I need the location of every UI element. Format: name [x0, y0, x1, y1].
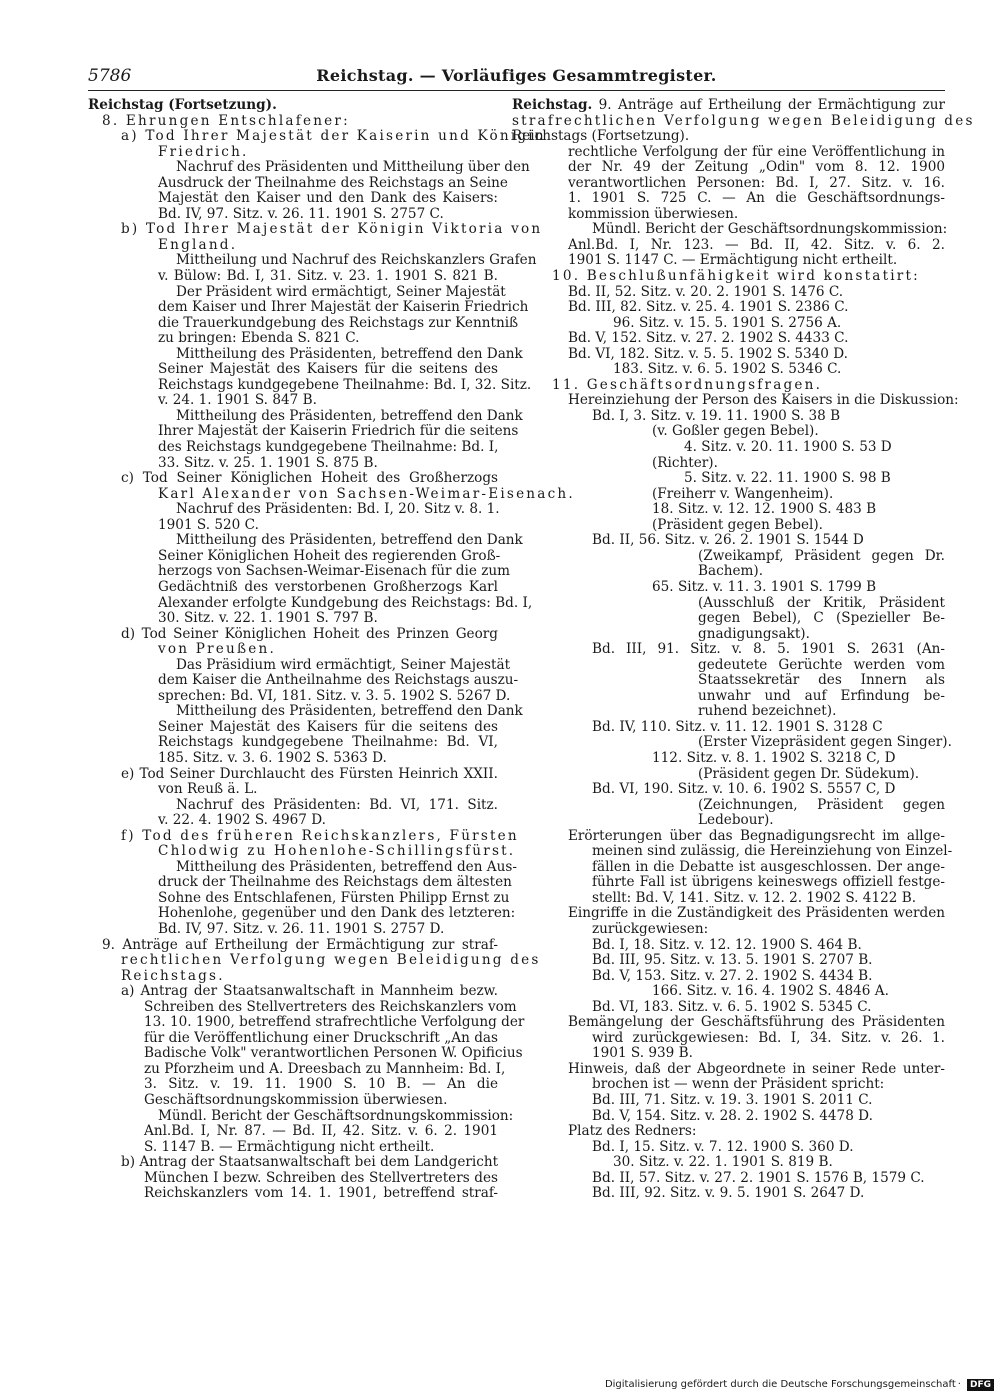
text-line: des Reichstags kundgegebene Theilnahme: Bd. I,	[158, 439, 499, 456]
text-line: v. 22. 4. 1902 S. 4967 D.	[158, 812, 326, 829]
text-line: Platz des Redners:	[568, 1123, 697, 1140]
text-line: Schreiben des Stellvertreters des Reichskanzlers vom	[144, 998, 517, 1015]
text-line: Seiner Majestät des Kaisers für die seitens des	[158, 718, 498, 735]
text-line: 13. 10. 1900, betreffend strafrechtliche Verfolgung der	[144, 1014, 525, 1031]
text-line: Anl.Bd. I, Nr. 87. — Bd. II, 42. Sitz. v. 6. 2. 1901	[144, 1123, 498, 1140]
text-line: Reichstags (Fortsetzung).	[512, 128, 690, 145]
text-line: 185. Sitz. v. 3. 6. 1902 S. 5363 D.	[158, 749, 387, 766]
text-line: Mittheilung des Präsidenten, betreffend den Dank	[176, 345, 523, 362]
text-line: strafrechtlichen Verfolgung wegen Beleidigung des	[512, 112, 975, 129]
text-line: Hereinziehung der Person des Kaisers in die Diskussion:	[568, 392, 959, 409]
text-line: c) Tod Seiner Königlichen Hoheit des Großherzogs	[121, 470, 498, 487]
text-line: die Trauerkundgebung des Reichstags zur Kenntniß	[158, 314, 519, 331]
text-line: Bd. III, 92. Sitz. v. 9. 5. 1901 S. 2647 D.	[592, 1185, 865, 1202]
text-line: v. Bülow: Bd. I, 31. Sitz. v. 23. 1. 1901 S. 821 B.	[158, 268, 498, 285]
text-line: v. 24. 1. 1901 S. 847 B.	[158, 392, 317, 409]
text-line: 33. Sitz. v. 25. 1. 1901 S. 875 B.	[158, 454, 378, 471]
text-line: von Reuß ä. L.	[158, 781, 258, 798]
text-line: England.	[158, 236, 238, 253]
text-line: (Richter).	[652, 454, 718, 471]
text-line: Ledebour).	[698, 812, 774, 829]
text-line: Bd. III, 91. Sitz. v. 8. 5. 1901 S. 2631 (An-	[592, 641, 945, 658]
digitization-footer	[600, 1378, 994, 1392]
text-line: Der Präsident wird ermächtigt, Seiner Majestät	[176, 283, 506, 300]
dot-icon: ·	[957, 1379, 961, 1390]
text-line: 1901 S. 1147 C. — Ermächtigung nicht ertheilt.	[568, 252, 898, 269]
text-line: Anl.Bd. I, Nr. 123. — Bd. II, 42. Sitz. v. 6. 2.	[568, 236, 945, 253]
text-line: herzogs von Sachsen-Weimar-Eisenach für die zum	[158, 563, 511, 580]
text-line: Mündl. Bericht der Geschäftsordnungskommission:	[158, 1107, 514, 1124]
text-line: d) Tod Seiner Königlichen Hoheit des Prinzen Georg	[121, 625, 498, 642]
text-line: Bd. III, 95. Sitz. v. 13. 5. 1901 S. 2707 B.	[592, 952, 873, 969]
text-line: 11. Geschäftsordnungsfragen.	[552, 376, 823, 393]
text-line: (Erster Vizepräsident gegen Singer).	[698, 734, 952, 751]
text-line: gedeutete Gerüchte werden vom	[698, 656, 945, 673]
text-line: Mittheilung des Präsidenten, betreffend den Aus-	[176, 858, 517, 875]
text-line: Mittheilung des Präsidenten, betreffend den Dank	[176, 407, 523, 424]
left-column	[88, 97, 575, 1202]
text-line: 8. Ehrungen Entschlafener:	[102, 112, 350, 129]
text-line: Bd. V, 153. Sitz. v. 27. 2. 1902 S. 4434 B.	[592, 967, 873, 984]
text-line: Reichstags kundgegebene Theilnahme: Bd. VI,	[158, 734, 498, 751]
text-line: ruhend bezeichnet).	[698, 703, 837, 720]
text-line: Bd. II, 56. Sitz. v. 26. 2. 1901 S. 1544 D	[592, 532, 864, 549]
text-line: brochen ist — wenn der Präsident spricht:	[592, 1076, 885, 1093]
page-header	[88, 64, 945, 91]
text-line: 65. Sitz. v. 11. 3. 1901 S. 1799 B	[652, 578, 877, 595]
text-line: b) Antrag der Staatsanwaltschaft bei dem Landgericht	[121, 1154, 499, 1171]
text-line: Mittheilung und Nachruf des Reichskanzlers Grafen	[176, 252, 537, 269]
text-line: (Zweikampf, Präsident gegen Dr.	[698, 547, 945, 564]
text-line: 183. Sitz. v. 6. 5. 1902 S. 5346 C.	[613, 361, 842, 378]
text-line: Friedrich.	[158, 143, 249, 160]
text-line: Bemängelung der Geschäftsführung des Präsidenten	[568, 1014, 945, 1031]
text-line: 18. Sitz. v. 12. 12. 1900 S. 483 B	[652, 501, 877, 518]
text-line: Bd. VI, 190. Sitz. v. 10. 6. 1902 S. 5557 C, D	[592, 781, 896, 798]
text-line: 4. Sitz. v. 20. 11. 1900 S. 53 D	[684, 439, 892, 456]
text-line: Seiner Königlichen Hoheit des regierenden Groß-	[158, 547, 501, 564]
text-line: a) Antrag der Staatsanwaltschaft in Mannheim bezw.	[121, 983, 498, 1000]
text-line: gnadigungsakt).	[698, 625, 810, 642]
text-line: Reichstag. 9. Anträge auf Ertheilung der Ermächtigung zur	[512, 97, 945, 113]
text-line: Majestät den Kaiser und den Dank des Kaisers:	[158, 190, 498, 207]
text-line: 9. Anträge auf Ertheilung der Ermächtigung zur straf-	[102, 936, 498, 953]
text-line: meinen sind zulässig, die Hereinziehung von Einzel-	[592, 843, 953, 860]
text-line: Karl Alexander von Sachsen-Weimar-Eisenach.	[158, 485, 575, 502]
text-line: wird zurückgewiesen: Bd. I, 34. Sitz. v. 26. 1.	[592, 1029, 945, 1046]
text-line: kommission überwiesen.	[568, 205, 739, 222]
text-line: Reichskanzlers vom 14. 1. 1901, betreffend straf-	[144, 1185, 498, 1202]
text-line: Reichstags.	[121, 967, 225, 984]
text-line: unwahr und auf Erfindung be-	[698, 687, 945, 704]
text-line: 1901 S. 520 C.	[158, 516, 259, 533]
text-line: Hohenlohe, gegenüber und den Dank des letzteren:	[158, 905, 516, 922]
text-line: b) Tod Ihrer Majestät der Königin Viktoria von	[121, 221, 543, 238]
text-line: Bd. II, 52. Sitz. v. 20. 2. 1901 S. 1476 C.	[568, 283, 844, 300]
text-line: verantwortlichen Personen: Bd. I, 27. Sitz. v. 16.	[568, 174, 945, 191]
text-line: 112. Sitz. v. 8. 1. 1902 S. 3218 C, D	[652, 749, 896, 766]
text-line: der Nr. 49 der Zeitung „Odin" vom 8. 12. 1900	[568, 159, 945, 176]
text-line: stellt: Bd. V, 141. Sitz. v. 12. 2. 1902 S. 4122 B.	[592, 889, 917, 906]
text-line: Erörterungen über das Begnadigungsrecht im allge-	[568, 827, 945, 844]
text-line: Chlodwig zu Hohenlohe-Schillingsfürst.	[158, 843, 516, 860]
text-line: 30. Sitz. v. 22. 1. 1901 S. 819 B.	[613, 1154, 833, 1171]
text-line: Bd. IV, 97. Sitz. v. 26. 11. 1901 S. 2757 C.	[158, 205, 444, 222]
text-line: 96. Sitz. v. 15. 5. 1901 S. 2756 A.	[613, 314, 842, 331]
text-line: München I bezw. Schreiben des Stellvertreters des	[144, 1169, 498, 1186]
text-line: Reichstags kundgegebene Theilnahme: Bd. I, 32. Sitz.	[158, 376, 532, 393]
text-line: rechtliche Verfolgung der für eine Veröffentlichung in	[568, 143, 945, 160]
text-line: Badische Volk" verantwortlichen Personen W. Opificius	[144, 1045, 523, 1062]
text-line: Bd. III, 82. Sitz. v. 25. 4. 1901 S. 2386 C.	[568, 299, 849, 316]
running-title: Reichstag. — Vorläufiges Gesammtregister.	[316, 66, 717, 85]
text-line: Hinweis, daß der Abgeordnete in seiner Rede unter-	[568, 1060, 945, 1077]
text-line: druck der Theilnahme des Reichstags dem ältesten	[158, 874, 512, 891]
text-line: Ihrer Majestät der Kaiserin Friedrich für die seitens	[158, 423, 519, 440]
text-line: Bd. II, 57. Sitz. v. 27. 2. 1901 S. 1576 B, 1579 C.	[592, 1169, 925, 1186]
text-line: Bd. III, 71. Sitz. v. 19. 3. 1901 S. 2011 C.	[592, 1092, 873, 1108]
text-line: 30. Sitz. v. 22. 1. 1901 S. 797 B.	[158, 610, 378, 627]
text-line: Bachem).	[698, 563, 764, 580]
text-line: (Ausschluß der Kritik, Präsident	[698, 594, 945, 611]
text-line: 10. Beschlußunfähigkeit wird konstatirt:	[552, 268, 920, 285]
text-line: Bd. IV, 97. Sitz. v. 26. 11. 1901 S. 2757 D.	[158, 920, 445, 937]
text-line: Ausdruck der Theilnahme des Reichstags an Seine	[158, 174, 508, 191]
text-line: Nachruf des Präsidenten: Bd. VI, 171. Sitz.	[176, 796, 498, 813]
text-line: rechtlichen Verfolgung wegen Beleidigung des	[121, 952, 541, 969]
entry-heading: Reichstag.	[512, 97, 593, 113]
text-line: Mittheilung des Präsidenten, betreffend den Dank	[176, 703, 523, 720]
text-line: Alexander erfolgte Kundgebung des Reichstags: Bd. I,	[158, 594, 533, 611]
text-line: e) Tod Seiner Durchlaucht des Fürsten Heinrich XXII.	[121, 765, 498, 782]
text-line: für die Veröffentlichung einer Druckschrift „An das	[144, 1029, 498, 1046]
text-line: von Preußen.	[158, 641, 276, 658]
page-number: 5786	[88, 66, 132, 86]
text-line: Geschäftsordnungskommission überwiesen.	[144, 1092, 448, 1108]
text-line: Nachruf des Präsidenten: Bd. I, 20. Sitz v. 8. 1.	[176, 501, 500, 518]
text-line: dem Kaiser und Ihrer Majestät der Kaiserin Friedrich	[158, 299, 529, 316]
text-line: 5. Sitz. v. 22. 11. 1900 S. 98 B	[684, 470, 891, 487]
text-line: Das Präsidium wird ermächtigt, Seiner Majestät	[176, 656, 511, 673]
text-line: Mittheilung des Präsidenten, betreffend den Dank	[176, 532, 523, 549]
text-line: Bd. IV, 110. Sitz. v. 11. 12. 1901 S. 3128 C	[592, 718, 883, 735]
text-line: a) Tod Ihrer Majestät der Kaiserin und Königin	[121, 128, 546, 145]
text-line: Bd. VI, 182. Sitz. v. 5. 5. 1902 S. 5340 D.	[568, 345, 849, 362]
text-line: dem Kaiser die Antheilnahme des Reichstags auszu-	[158, 672, 519, 689]
text-line: Mündl. Bericht der Geschäftsordnungskommission:	[592, 221, 948, 238]
text-line: zu bringen: Ebenda S. 821 C.	[158, 330, 360, 347]
text-line: fällen in die Debatte ist ausgeschlossen. Der ange-	[592, 858, 945, 875]
text-line: Bd. I, 3. Sitz. v. 19. 11. 1900 S. 38 B	[592, 407, 841, 424]
text-line: Bd. V, 154. Sitz. v. 28. 2. 1902 S. 4478 D.	[592, 1107, 873, 1124]
text-line: Nachruf des Präsidenten und Mittheilung über den	[176, 159, 530, 176]
right-column	[512, 97, 975, 1202]
text-line: zu Pforzheim und A. Dreesbach zu Mannheim: Bd. I,	[144, 1060, 506, 1077]
text-line: 166. Sitz. v. 16. 4. 1902 S. 4846 A.	[652, 983, 889, 1000]
text-line: (v. Goßler gegen Bebel).	[652, 423, 819, 440]
text-line: Bd. I, 15. Sitz. v. 7. 12. 1900 S. 360 D.	[592, 1138, 854, 1155]
text-line: (Zeichnungen, Präsident gegen	[698, 796, 945, 813]
text-line: f) Tod des früheren Reichskanzlers, Fürsten	[121, 827, 519, 844]
text-line: sprechen: Bd. VI, 181. Sitz. v. 3. 5. 1902 S. 5267 D.	[158, 687, 511, 704]
text-line: Gedächtniß des verstorbenen Großherzogs Karl	[158, 578, 498, 595]
text-line: führte Fall ist übrigens keineswegs offiziell festge-	[592, 874, 945, 891]
text-line: Sohne des Entschlafenen, Fürsten Philipp Ernst zu	[158, 889, 510, 906]
text-line: 3. Sitz. v. 19. 11. 1900 S. 10 B. — An die	[144, 1076, 498, 1093]
text-line: Reichstag (Fortsetzung).	[88, 97, 277, 113]
text-line: Bd. I, 18. Sitz. v. 12. 12. 1900 S. 464 B.	[592, 936, 862, 953]
footer-text: Digitalisierung gefördert durch die Deutsche Forschungsgemeinschaft	[604, 1379, 956, 1390]
text-line: Eingriffe in die Zuständigkeit des Präsidenten werden	[568, 905, 945, 922]
text-line: 1. 1901 S. 725 C. — An die Geschäftsordnungs-	[568, 190, 945, 207]
text-line: S. 1147 B. — Ermächtigung nicht ertheilt.	[144, 1138, 435, 1155]
text-line: (Präsident gegen Dr. Südekum).	[698, 765, 920, 782]
text-line: Staatssekretär des Innern als	[698, 672, 945, 689]
text-line: (Freiherr v. Wangenheim).	[652, 485, 834, 502]
text-line: 1901 S. 939 B.	[592, 1045, 693, 1062]
dfg-logo: DFG	[967, 1379, 994, 1391]
text-line: Bd. VI, 183. Sitz. v. 6. 5. 1902 S. 5345 C.	[592, 998, 872, 1015]
text-line: (Präsident gegen Bebel).	[652, 516, 823, 533]
text-line: Seiner Majestät des Kaisers für die seitens des	[158, 361, 498, 378]
text-line: Bd. V, 152. Sitz. v. 27. 2. 1902 S. 4433 C.	[568, 330, 849, 347]
text-line: zurückgewiesen:	[592, 920, 709, 937]
text-line: gegen Bebel), C (Spezieller Be-	[698, 610, 945, 627]
